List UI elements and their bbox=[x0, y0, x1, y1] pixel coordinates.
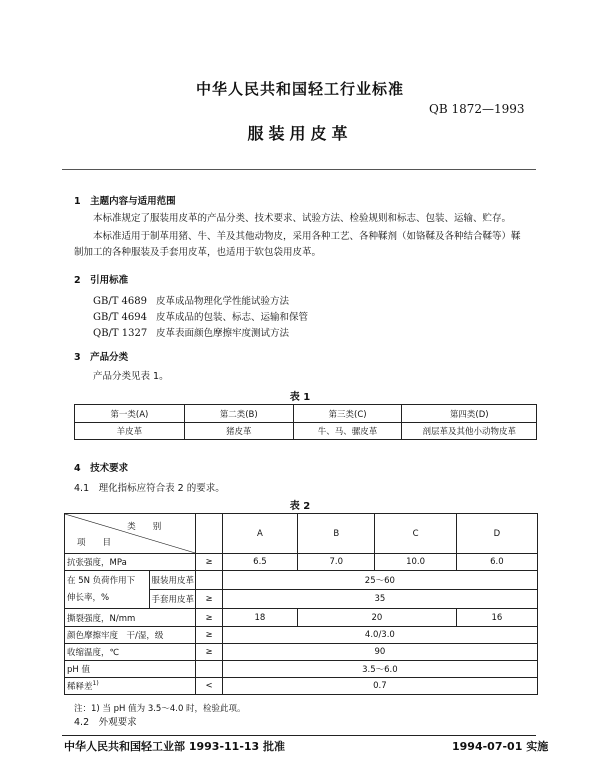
table-1-header: 第四类(D) bbox=[402, 405, 537, 423]
comparison-operator: ≥ bbox=[196, 644, 223, 661]
standard-title: 中华人民共和国轻工行业标准 bbox=[195, 80, 404, 98]
table-2-corner-cell bbox=[65, 514, 196, 554]
section-1-heading: 1 主题内容与适用范围 bbox=[74, 196, 176, 207]
row-label bbox=[65, 678, 196, 695]
value-cell: 3.5～6.0 bbox=[222, 661, 537, 678]
reference-item bbox=[93, 325, 289, 339]
row-label: 撕裂强度，N/mm bbox=[65, 609, 196, 627]
document-title: 服装用皮革 bbox=[247, 124, 353, 143]
value-cell: 7.0 bbox=[298, 554, 375, 571]
sub-row-label: 服装用皮革 bbox=[150, 571, 196, 590]
table-1-header: 第一类(A) bbox=[75, 405, 185, 423]
table-1-cell: 牛、马、骡皮革 bbox=[293, 423, 402, 440]
table-1-cell: 猪皮革 bbox=[184, 423, 293, 440]
table-1-header: 第三类(C) bbox=[293, 405, 402, 423]
approval-date: 中华人民共和国轻工业部 1993-11-13 批准 bbox=[64, 740, 286, 753]
value-cell: 35 bbox=[222, 590, 537, 609]
value-cell: 90 bbox=[222, 644, 537, 661]
reference-item bbox=[93, 309, 308, 323]
implementation-date: 1994-07-01 实施 bbox=[452, 740, 549, 753]
section-1-paragraph-2-line-1: 本标准适用于制革用猪、牛、羊及其他动物皮，采用各种工艺、各种鞣剂（如铬鞣及各种结合鞣等）鞣 bbox=[93, 231, 521, 242]
comparison-operator: ≥ bbox=[196, 609, 223, 627]
corner-label-item: 项 目 bbox=[77, 538, 112, 548]
section-1-paragraph-1: 本标准规定了服装用皮革的产品分类、技术要求、试验方法、检验规则和标志、包装、运输、贮存。 bbox=[93, 213, 512, 224]
footer-divider bbox=[62, 735, 536, 736]
reference-code: GB/T 4694 bbox=[93, 312, 148, 323]
value-cell: 6.0 bbox=[456, 554, 537, 571]
class-header: D bbox=[456, 514, 537, 554]
row-label: 抗张强度，MPa bbox=[65, 554, 196, 571]
corner-label-class: 类 别 bbox=[127, 522, 162, 532]
row-label: 颜色摩擦牢度 干/湿，级 bbox=[65, 627, 196, 644]
table-1-caption: 表 1 bbox=[289, 392, 311, 403]
comparison-operator: < bbox=[196, 678, 223, 695]
standard-code: QB 1872—1993 bbox=[429, 102, 525, 116]
section-2-heading: 2 引用标准 bbox=[74, 275, 129, 286]
value-cell: 4.0/3.0 bbox=[222, 627, 537, 644]
class-header: B bbox=[298, 514, 375, 554]
value-cell: 0.7 bbox=[222, 678, 537, 695]
table-1-cell: 羊皮革 bbox=[75, 423, 185, 440]
table-1 bbox=[74, 404, 537, 440]
value-cell: 18 bbox=[222, 609, 297, 627]
value-cell: 10.0 bbox=[375, 554, 456, 571]
row-label: pH 值 bbox=[65, 661, 196, 678]
table-2-footnote: 注：1) 当 pH 值为 3.5～4.0 时，检验此项。 bbox=[74, 704, 246, 714]
row-label-text: 稀释差 bbox=[67, 682, 93, 692]
section-3-text: 产品分类见表 1。 bbox=[93, 371, 169, 382]
row-label-elongation bbox=[65, 571, 150, 609]
section-3-heading: 3 产品分类 bbox=[74, 352, 129, 363]
section-4-heading: 4 技术要求 bbox=[74, 463, 129, 474]
comparison-operator: ≥ bbox=[196, 590, 223, 609]
comparison-operator: ≥ bbox=[196, 554, 223, 571]
value-cell: 20 bbox=[298, 609, 457, 627]
reference-title: 皮革成品物理化学性能试验方法 bbox=[156, 296, 290, 307]
value-cell: 6.5 bbox=[222, 554, 297, 571]
reference-code: GB/T 4689 bbox=[93, 296, 148, 307]
table-1-cell: 剖层革及其他小动物皮革 bbox=[402, 423, 537, 440]
table-2 bbox=[64, 513, 538, 695]
reference-code: QB/T 1327 bbox=[93, 328, 148, 339]
sub-row-label: 手套用皮革 bbox=[150, 590, 196, 609]
section-4-1-text: 4.1 理化指标应符合表 2 的要求。 bbox=[74, 483, 225, 494]
value-cell: 25～60 bbox=[222, 571, 537, 590]
reference-item bbox=[93, 293, 289, 307]
section-4-2-text: 4.2 外观要求 bbox=[74, 717, 137, 728]
row-label-line: 在 5N 负荷作用下 bbox=[67, 575, 136, 586]
reference-title: 皮革表面颜色摩擦牢度测试方法 bbox=[156, 328, 290, 339]
table-1-header: 第二类(B) bbox=[184, 405, 293, 423]
class-header: C bbox=[375, 514, 456, 554]
comparison-operator: ≥ bbox=[196, 627, 223, 644]
header-divider bbox=[62, 169, 536, 170]
row-label: 收缩温度，℃ bbox=[65, 644, 196, 661]
row-label-line: 伸长率，% bbox=[67, 592, 110, 603]
section-1-paragraph-2-line-2: 制加工的各种服装及手套用皮革，也适用于软包袋用皮革。 bbox=[74, 247, 322, 258]
reference-title: 皮革成品的包装、标志、运输和保管 bbox=[156, 312, 309, 323]
table-2-caption: 表 2 bbox=[289, 501, 311, 512]
value-cell: 16 bbox=[456, 609, 537, 627]
footnote-marker: 1) bbox=[92, 680, 99, 688]
class-header: A bbox=[222, 514, 297, 554]
